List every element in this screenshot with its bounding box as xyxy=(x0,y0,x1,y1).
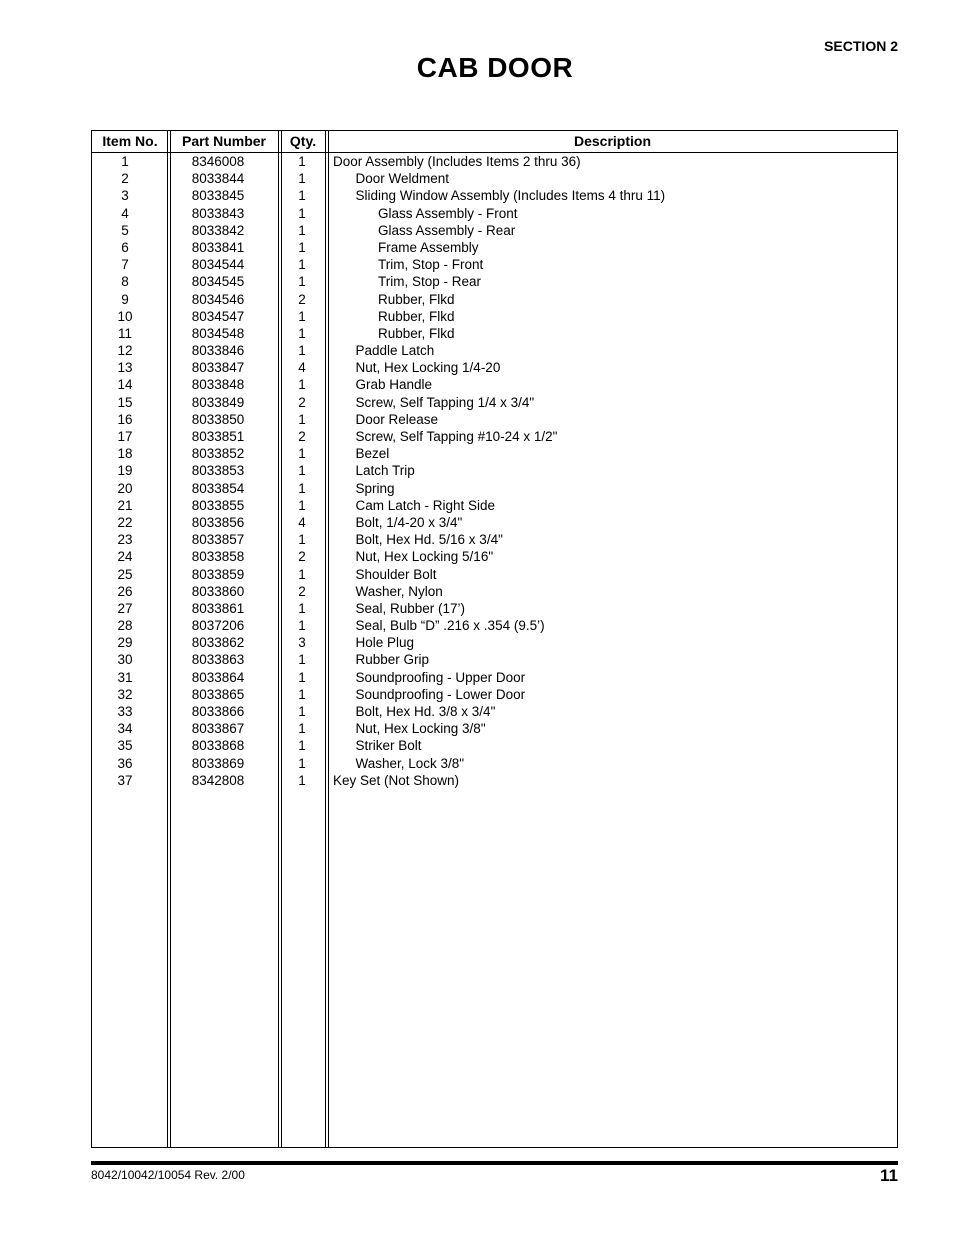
table-body xyxy=(92,153,897,789)
quantity: 1 xyxy=(298,274,306,290)
part-number: 8033847 xyxy=(191,360,245,376)
quantity: 2 xyxy=(298,291,306,307)
table-row xyxy=(92,428,897,445)
quantity: 4 xyxy=(298,514,306,530)
part-number: 8033856 xyxy=(191,514,245,530)
description: Cam Latch - Right Side xyxy=(355,497,496,513)
quantity: 1 xyxy=(298,738,306,754)
part-number: 8342808 xyxy=(191,772,245,788)
item-number: 22 xyxy=(117,514,133,530)
part-number: 8033849 xyxy=(191,394,245,410)
item-number: 27 xyxy=(117,600,133,616)
item-number: 1 xyxy=(121,154,129,169)
description: Rubber, Flkd xyxy=(378,308,455,324)
description: Striker Bolt xyxy=(355,738,422,754)
part-number: 8034546 xyxy=(191,291,245,307)
parts-table xyxy=(91,130,898,1148)
table-row xyxy=(92,583,897,600)
part-number: 8033861 xyxy=(191,600,245,616)
description: Screw, Self Tapping #10-24 x 1/2" xyxy=(355,429,558,444)
quantity: 2 xyxy=(298,429,306,444)
part-number: 8033859 xyxy=(191,566,245,582)
part-number: 8033865 xyxy=(191,686,245,702)
part-number: 8033841 xyxy=(191,239,245,255)
quantity: 1 xyxy=(298,308,306,324)
item-number: 29 xyxy=(117,635,133,651)
item-number: 36 xyxy=(117,755,133,771)
item-number: 30 xyxy=(117,652,133,668)
item-number: 37 xyxy=(117,772,133,788)
page-number: 11 xyxy=(880,1166,898,1185)
item-number: 4 xyxy=(121,205,129,221)
table-row xyxy=(92,153,897,170)
quantity: 4 xyxy=(298,360,306,376)
table-row xyxy=(92,497,897,514)
description: Washer, Lock 3/8" xyxy=(355,755,465,771)
part-number: 8033860 xyxy=(191,583,245,599)
table-row xyxy=(92,548,897,565)
table-row xyxy=(92,273,897,290)
description: Grab Handle xyxy=(355,377,433,393)
table-row xyxy=(92,359,897,376)
description: Glass Assembly - Front xyxy=(378,205,518,221)
description: Door Assembly (Includes Items 2 thru 36) xyxy=(333,154,581,169)
part-number: 8033862 xyxy=(191,635,245,651)
description: Key Set (Not Shown) xyxy=(333,772,460,788)
description: Hole Plug xyxy=(355,635,415,651)
table-row xyxy=(92,462,897,479)
description: Bolt, Hex Hd. 3/8 x 3/4" xyxy=(355,704,496,719)
quantity: 1 xyxy=(298,686,306,702)
section-label: SECTION 2 xyxy=(824,38,898,54)
part-number: 8033854 xyxy=(191,480,245,496)
table-row xyxy=(92,686,897,703)
quantity: 1 xyxy=(298,566,306,582)
table-row xyxy=(92,600,897,617)
part-number: 8033852 xyxy=(191,446,245,462)
part-number: 8033848 xyxy=(191,377,245,393)
table-row xyxy=(92,755,897,772)
table-row xyxy=(92,411,897,428)
table-header xyxy=(92,131,897,153)
quantity: 1 xyxy=(298,463,306,479)
part-number: 8034547 xyxy=(191,308,245,324)
header-part-number: Part Number xyxy=(181,133,267,149)
item-number: 16 xyxy=(117,411,133,427)
footer-rule xyxy=(91,1161,898,1165)
table-row xyxy=(92,651,897,668)
quantity: 1 xyxy=(298,532,306,548)
description: Latch Trip xyxy=(355,463,415,479)
quantity: 2 xyxy=(298,583,306,599)
description: Shoulder Bolt xyxy=(355,566,437,582)
quantity: 1 xyxy=(298,755,306,771)
part-number: 8034548 xyxy=(191,325,245,341)
description: Door Release xyxy=(355,411,439,427)
table-row xyxy=(92,480,897,497)
description: Trim, Stop - Front xyxy=(378,257,484,273)
part-number: 8034545 xyxy=(191,274,245,290)
description: Spring xyxy=(355,480,395,496)
table-row xyxy=(92,256,897,273)
part-number: 8033851 xyxy=(191,429,245,444)
item-number: 18 xyxy=(117,446,133,462)
description: Nut, Hex Locking 1/4-20 xyxy=(355,360,501,376)
quantity: 1 xyxy=(298,205,306,221)
part-number: 8033863 xyxy=(191,652,245,668)
part-number: 8033843 xyxy=(191,205,245,221)
item-number: 14 xyxy=(117,377,133,393)
table-row xyxy=(92,187,897,204)
description: Screw, Self Tapping 1/4 x 3/4" xyxy=(355,394,535,410)
quantity: 2 xyxy=(298,394,306,410)
item-number: 15 xyxy=(117,394,133,410)
table-row xyxy=(92,239,897,256)
table-row xyxy=(92,617,897,634)
item-number: 23 xyxy=(117,532,133,548)
quantity: 1 xyxy=(298,652,306,668)
part-number: 8033867 xyxy=(191,721,245,737)
description: Rubber Grip xyxy=(355,652,430,668)
part-number: 8033844 xyxy=(191,171,245,187)
item-number: 13 xyxy=(117,360,133,376)
part-number: 8033858 xyxy=(191,549,245,565)
part-number: 8033846 xyxy=(191,343,245,359)
quantity: 1 xyxy=(298,446,306,462)
header-item-no: Item No. xyxy=(102,133,158,149)
quantity: 1 xyxy=(298,222,306,238)
quantity: 1 xyxy=(298,704,306,719)
item-number: 21 xyxy=(117,497,133,513)
quantity: 1 xyxy=(298,239,306,255)
description: Bezel xyxy=(355,446,390,462)
item-number: 3 xyxy=(121,188,129,204)
description: Soundproofing - Lower Door xyxy=(355,686,526,702)
part-number: 8033869 xyxy=(191,755,245,771)
quantity: 1 xyxy=(298,325,306,341)
document-number: 8042/10042/10054 Rev. 2/00 xyxy=(91,1168,245,1182)
table-row xyxy=(92,720,897,737)
part-number: 8034544 xyxy=(191,257,245,273)
item-number: 2 xyxy=(121,171,129,187)
description: Paddle Latch xyxy=(355,343,435,359)
table-row xyxy=(92,514,897,531)
quantity: 1 xyxy=(298,188,306,204)
table-row xyxy=(92,703,897,720)
header-qty: Qty. xyxy=(289,133,317,149)
quantity: 1 xyxy=(298,600,306,616)
quantity: 1 xyxy=(298,669,306,685)
description: Frame Assembly xyxy=(378,239,479,255)
description: Seal, Bulb “D” .216 x .354 (9.5’) xyxy=(355,618,545,634)
table-row xyxy=(92,308,897,325)
table-row xyxy=(92,737,897,754)
table-row xyxy=(92,342,897,359)
item-number: 9 xyxy=(121,291,129,307)
item-number: 26 xyxy=(117,583,133,599)
description: Nut, Hex Locking 5/16" xyxy=(355,549,494,565)
item-number: 24 xyxy=(117,549,133,565)
quantity: 1 xyxy=(298,257,306,273)
item-number: 12 xyxy=(117,343,133,359)
part-number: 8033866 xyxy=(191,704,245,719)
part-number: 8033845 xyxy=(191,188,245,204)
table-row xyxy=(92,291,897,308)
quantity: 1 xyxy=(298,480,306,496)
quantity: 1 xyxy=(298,618,306,634)
part-number: 8037206 xyxy=(191,618,245,634)
quantity: 1 xyxy=(298,343,306,359)
item-number: 10 xyxy=(117,308,133,324)
table-row xyxy=(92,170,897,187)
quantity: 1 xyxy=(298,154,306,169)
item-number: 17 xyxy=(117,429,133,444)
table-row xyxy=(92,445,897,462)
description: Sliding Window Assembly (Includes Items 4 thru 11) xyxy=(355,188,666,204)
description: Door Weldment xyxy=(355,171,450,187)
table-row xyxy=(92,669,897,686)
table-row xyxy=(92,772,897,789)
part-number: 8033868 xyxy=(191,738,245,754)
item-number: 28 xyxy=(117,618,133,634)
table-row xyxy=(92,531,897,548)
part-number: 8033855 xyxy=(191,497,245,513)
quantity: 1 xyxy=(298,411,306,427)
part-number: 8033857 xyxy=(191,532,245,548)
item-number: 35 xyxy=(117,738,133,754)
header-description: Description xyxy=(573,133,651,149)
table-row xyxy=(92,222,897,239)
quantity: 1 xyxy=(298,377,306,393)
quantity: 1 xyxy=(298,497,306,513)
description: Seal, Rubber (17’) xyxy=(355,600,466,616)
item-number: 7 xyxy=(121,257,129,273)
part-number: 8033842 xyxy=(191,222,245,238)
part-number: 8346008 xyxy=(191,154,245,169)
table-row xyxy=(92,376,897,393)
item-number: 11 xyxy=(117,325,132,341)
part-number: 8033864 xyxy=(191,669,245,685)
item-number: 20 xyxy=(117,480,133,496)
quantity: 3 xyxy=(298,635,306,651)
item-number: 19 xyxy=(117,463,133,479)
table-row xyxy=(92,325,897,342)
quantity: 1 xyxy=(298,721,306,737)
table-row xyxy=(92,205,897,222)
item-number: 25 xyxy=(117,566,133,582)
description: Glass Assembly - Rear xyxy=(378,222,516,238)
description: Rubber, Flkd xyxy=(378,325,455,341)
part-number: 8033850 xyxy=(191,411,245,427)
item-number: 6 xyxy=(121,239,129,255)
description: Nut, Hex Locking 3/8" xyxy=(355,721,486,737)
item-number: 33 xyxy=(117,704,133,719)
item-number: 31 xyxy=(117,669,133,685)
quantity: 1 xyxy=(298,772,306,788)
description: Washer, Nylon xyxy=(355,583,443,599)
page-title: CAB DOOR xyxy=(416,52,574,83)
item-number: 5 xyxy=(121,222,129,238)
item-number: 32 xyxy=(117,686,133,702)
description: Soundproofing - Upper Door xyxy=(355,669,526,685)
description: Rubber, Flkd xyxy=(378,291,455,307)
item-number: 8 xyxy=(121,274,129,290)
table-row xyxy=(92,394,897,411)
description: Bolt, 1/4-20 x 3/4" xyxy=(355,514,463,530)
description: Trim, Stop - Rear xyxy=(378,274,482,290)
description: Bolt, Hex Hd. 5/16 x 3/4" xyxy=(355,532,503,548)
part-number: 8033853 xyxy=(191,463,245,479)
item-number: 34 xyxy=(117,721,133,737)
table-row xyxy=(92,634,897,651)
quantity: 1 xyxy=(298,171,306,187)
quantity: 2 xyxy=(298,549,306,565)
table-row xyxy=(92,566,897,583)
